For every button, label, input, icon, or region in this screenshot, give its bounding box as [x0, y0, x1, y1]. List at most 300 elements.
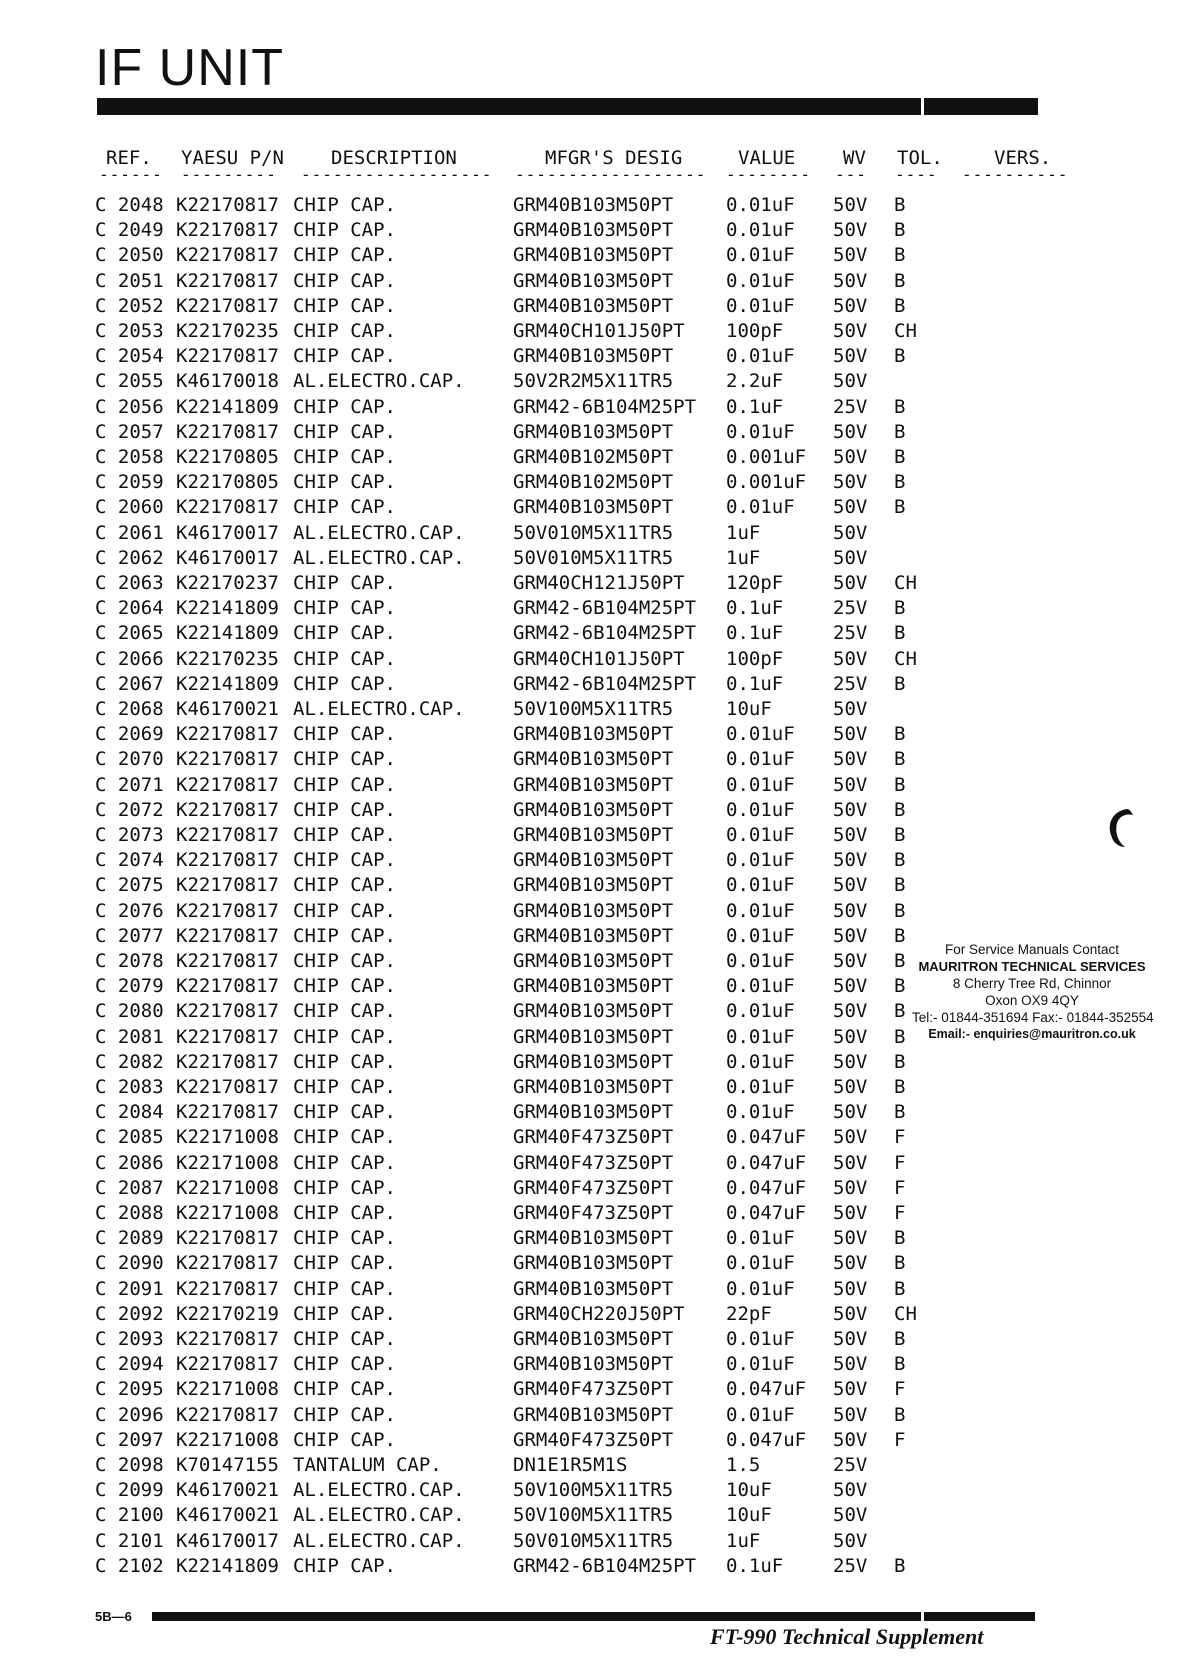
mfgr-desig-cell: GRM40B103M50PT: [513, 950, 674, 972]
description-cell: CHIP CAP.: [293, 1101, 396, 1124]
tol-cell: B: [894, 446, 906, 468]
wv-cell: 50V: [833, 1202, 868, 1224]
ref-cell: C 2090: [95, 1252, 164, 1275]
description-cell: CHIP CAP.: [293, 420, 396, 443]
mfgr-desig-cell: GRM40B103M50PT: [513, 1076, 674, 1098]
wv-cell: 50V: [833, 420, 868, 443]
mfgr-desig-cell: 50V010M5X11TR5: [513, 521, 674, 544]
ref-cell: C 2089: [95, 1227, 164, 1250]
tol-cell: B: [894, 672, 906, 695]
wv-cell: 25V: [833, 622, 868, 645]
description-cell: CHIP CAP.: [293, 320, 396, 342]
part-number-cell: K22170817: [176, 194, 279, 216]
part-number-cell: K22141809: [176, 1554, 279, 1577]
value-cell: 0.01uF: [726, 798, 795, 821]
part-number-cell: K22141809: [176, 622, 279, 645]
wv-cell: 50V: [833, 950, 868, 972]
part-number-cell: K22170235: [176, 647, 279, 670]
mfgr-desig-cell: 50V010M5X11TR5: [513, 546, 674, 569]
mfgr-desig-cell: GRM40B103M50PT: [513, 824, 674, 846]
wv-cell: 50V: [833, 899, 868, 922]
contact-town: Oxon OX9 4QY: [985, 993, 1079, 1008]
ref-cell: C 2095: [95, 1378, 164, 1401]
table-row: [0, 596, 1190, 621]
header-description-rule: ------------------: [301, 165, 493, 184]
ref-cell: C 2063: [95, 572, 164, 594]
mfgr-desig-cell: GRM40B103M50PT: [513, 748, 674, 771]
description-cell: CHIP CAP.: [293, 899, 396, 922]
tol-cell: B: [894, 1252, 906, 1275]
part-number-cell: K46170021: [176, 698, 279, 720]
description-cell: CHIP CAP.: [293, 1076, 396, 1098]
description-cell: CHIP CAP.: [293, 798, 396, 821]
part-number-cell: K22170805: [176, 471, 279, 494]
tol-cell: B: [894, 1227, 906, 1250]
description-cell: AL.ELECTRO.CAP.: [293, 1479, 465, 1502]
description-cell: CHIP CAP.: [293, 773, 396, 796]
description-cell: CHIP CAP.: [293, 1353, 396, 1376]
description-cell: AL.ELECTRO.CAP.: [293, 370, 465, 393]
part-number-cell: K22141809: [176, 672, 279, 695]
value-cell: 0.01uF: [726, 496, 795, 519]
ref-cell: C 2097: [95, 1428, 164, 1451]
part-number-cell: K22170817: [176, 1050, 279, 1073]
part-number-cell: K22170817: [176, 1101, 279, 1124]
part-number-cell: K22171008: [176, 1126, 279, 1149]
ref-cell: C 2051: [95, 269, 164, 292]
ref-cell: C 2094: [95, 1353, 164, 1376]
tol-cell: B: [894, 824, 906, 846]
value-cell: 0.01uF: [726, 1000, 795, 1023]
wv-cell: 50V: [833, 244, 868, 267]
wv-cell: 50V: [833, 1277, 868, 1300]
ref-cell: C 2096: [95, 1403, 164, 1426]
description-cell: CHIP CAP.: [293, 572, 396, 594]
value-cell: 0.047uF: [726, 1126, 807, 1149]
description-cell: CHIP CAP.: [293, 1252, 396, 1275]
part-number-cell: K22170817: [176, 1000, 279, 1023]
wv-cell: 50V: [833, 1504, 868, 1527]
tol-cell: B: [894, 1101, 906, 1124]
tol-cell: F: [894, 1428, 906, 1451]
description-cell: CHIP CAP.: [293, 975, 396, 998]
wv-cell: 25V: [833, 597, 868, 620]
description-cell: CHIP CAP.: [293, 1202, 396, 1224]
mfgr-desig-cell: GRM40B103M50PT: [513, 420, 674, 443]
tol-cell: B: [894, 597, 906, 620]
mfgr-desig-cell: GRM40B103M50PT: [513, 1101, 674, 1124]
header-mfgr: MFGR'S DESIG: [545, 147, 683, 169]
description-cell: AL.ELECTRO.CAP.: [293, 1529, 465, 1552]
value-cell: 0.047uF: [726, 1176, 807, 1199]
value-cell: 0.01uF: [726, 1403, 795, 1426]
wv-cell: 50V: [833, 1302, 868, 1325]
wv-cell: 50V: [833, 647, 868, 670]
description-cell: CHIP CAP.: [293, 269, 396, 292]
description-cell: CHIP CAP.: [293, 395, 396, 418]
mfgr-desig-cell: 50V100M5X11TR5: [513, 1479, 674, 1502]
value-cell: 0.1uF: [726, 672, 784, 695]
description-cell: CHIP CAP.: [293, 1176, 396, 1199]
table-row: [0, 1302, 1190, 1327]
part-number-cell: K46170017: [176, 1529, 279, 1552]
value-cell: 1uF: [726, 546, 761, 569]
description-cell: CHIP CAP.: [293, 1050, 396, 1073]
mfgr-desig-cell: GRM42-6B104M25PT: [513, 597, 697, 620]
ref-cell: C 2070: [95, 748, 164, 771]
table-row: [0, 369, 1190, 394]
part-number-cell: K22170817: [176, 1403, 279, 1426]
tol-cell: F: [894, 1151, 906, 1174]
table-row: [0, 621, 1190, 646]
wv-cell: 50V: [833, 345, 868, 368]
tol-cell: B: [894, 244, 906, 267]
ref-cell: C 2092: [95, 1302, 164, 1325]
wv-cell: 50V: [833, 773, 868, 796]
ref-cell: C 2076: [95, 899, 164, 922]
ref-cell: C 2098: [95, 1454, 164, 1476]
description-cell: CHIP CAP.: [293, 219, 396, 242]
description-cell: AL.ELECTRO.CAP.: [293, 1504, 465, 1527]
part-number-cell: K70147155: [176, 1454, 279, 1476]
header-tol: TOL.: [897, 147, 943, 169]
wv-cell: 50V: [833, 1126, 868, 1149]
ref-cell: C 2064: [95, 597, 164, 620]
tol-cell: B: [894, 1328, 906, 1350]
table-row: [0, 1377, 1190, 1402]
tol-cell: B: [894, 1000, 906, 1023]
ref-cell: C 2080: [95, 1000, 164, 1023]
part-number-cell: K22141809: [176, 597, 279, 620]
mfgr-desig-cell: GRM40B103M50PT: [513, 1025, 674, 1048]
value-cell: 0.01uF: [726, 975, 795, 998]
description-cell: CHIP CAP.: [293, 874, 396, 897]
table-row: [0, 193, 1190, 218]
value-cell: 0.01uF: [726, 1025, 795, 1048]
part-number-cell: K46170017: [176, 546, 279, 569]
description-cell: CHIP CAP.: [293, 1554, 396, 1577]
mfgr-desig-cell: 50V010M5X11TR5: [513, 1529, 674, 1552]
tol-cell: B: [894, 269, 906, 292]
value-cell: 0.1uF: [726, 1554, 784, 1577]
table-row: [0, 647, 1190, 672]
tol-cell: B: [894, 1403, 906, 1426]
value-cell: 10uF: [726, 698, 772, 720]
table-row: [0, 823, 1190, 848]
part-number-cell: K22170817: [176, 924, 279, 947]
table-row: [0, 1251, 1190, 1276]
wv-cell: 50V: [833, 849, 868, 872]
wv-cell: 50V: [833, 824, 868, 846]
ref-cell: C 2101: [95, 1529, 164, 1552]
part-number-cell: K22170817: [176, 1076, 279, 1098]
description-cell: CHIP CAP.: [293, 471, 396, 494]
footer-rule-notch: [921, 1610, 924, 1623]
description-cell: CHIP CAP.: [293, 950, 396, 972]
header-mfgr-rule: ------------------: [515, 165, 707, 184]
wv-cell: 50V: [833, 1529, 868, 1552]
footer-title: FT-990 Technical Supplement: [710, 1624, 984, 1649]
description-cell: CHIP CAP.: [293, 748, 396, 771]
table-row: [0, 470, 1190, 495]
value-cell: 120pF: [726, 572, 784, 594]
table-row: [0, 495, 1190, 520]
wv-cell: 50V: [833, 1050, 868, 1073]
tol-cell: B: [894, 1025, 906, 1048]
ref-cell: C 2062: [95, 546, 164, 569]
tol-cell: B: [894, 395, 906, 418]
mfgr-desig-cell: GRM40B103M50PT: [513, 1050, 674, 1073]
value-cell: 0.001uF: [726, 471, 807, 494]
wv-cell: 50V: [833, 1151, 868, 1174]
tol-cell: B: [894, 849, 906, 872]
part-number-cell: K22170817: [176, 849, 279, 872]
description-cell: CHIP CAP.: [293, 345, 396, 368]
table-row: [0, 521, 1190, 546]
wv-cell: 50V: [833, 446, 868, 468]
table-row: [0, 344, 1190, 369]
mfgr-desig-cell: GRM40B103M50PT: [513, 1227, 674, 1250]
value-cell: 0.01uF: [726, 219, 795, 242]
ref-cell: C 2053: [95, 320, 164, 342]
contact-phone: Tel:- 01844-351694 Fax:- 01844-352554: [912, 1010, 1154, 1025]
table-row: [0, 873, 1190, 898]
table-row: [0, 848, 1190, 873]
ref-cell: C 2050: [95, 244, 164, 267]
ref-cell: C 2083: [95, 1076, 164, 1098]
value-cell: 0.01uF: [726, 748, 795, 771]
part-number-cell: K22170817: [176, 294, 279, 317]
mfgr-desig-cell: GRM40B103M50PT: [513, 798, 674, 821]
header-value: VALUE: [738, 147, 796, 169]
ref-cell: C 2077: [95, 924, 164, 947]
part-number-cell: K22170817: [176, 950, 279, 972]
table-row: [0, 1125, 1190, 1150]
mfgr-desig-cell: GRM40B103M50PT: [513, 1000, 674, 1023]
description-cell: CHIP CAP.: [293, 849, 396, 872]
ref-cell: C 2049: [95, 219, 164, 242]
mfgr-desig-cell: GRM42-6B104M25PT: [513, 622, 697, 645]
wv-cell: 50V: [833, 1000, 868, 1023]
description-cell: CHIP CAP.: [293, 244, 396, 267]
wv-cell: 50V: [833, 1479, 868, 1502]
tol-cell: CH: [894, 1302, 917, 1325]
wv-cell: 50V: [833, 496, 868, 519]
tol-cell: B: [894, 950, 906, 972]
value-cell: 0.01uF: [726, 950, 795, 972]
part-number-cell: K46170021: [176, 1504, 279, 1527]
description-cell: CHIP CAP.: [293, 1403, 396, 1426]
description-cell: TANTALUM CAP.: [293, 1454, 442, 1476]
table-row: [0, 697, 1190, 722]
title-rule: [97, 98, 1038, 115]
table-row: [0, 672, 1190, 697]
part-number-cell: K22170817: [176, 748, 279, 771]
tol-cell: B: [894, 471, 906, 494]
wv-cell: 50V: [833, 874, 868, 897]
mfgr-desig-cell: GRM40B102M50PT: [513, 471, 674, 494]
table-row: [0, 1428, 1190, 1453]
part-number-cell: K22170817: [176, 244, 279, 267]
table-row: [0, 269, 1190, 294]
contact-line: For Service Manuals Contact: [944, 942, 1120, 957]
part-number-cell: K22170817: [176, 798, 279, 821]
value-cell: 0.01uF: [726, 1353, 795, 1376]
mfgr-desig-cell: GRM40B103M50PT: [513, 899, 674, 922]
table-row: [0, 571, 1190, 596]
table-row: [0, 1529, 1190, 1554]
description-cell: AL.ELECTRO.CAP.: [293, 698, 465, 720]
scan-blot-mark: [1103, 805, 1139, 851]
mfgr-desig-cell: GRM40F473Z50PT: [513, 1202, 674, 1224]
description-cell: CHIP CAP.: [293, 1302, 396, 1325]
table-row: [0, 1503, 1190, 1528]
tol-cell: B: [894, 924, 906, 947]
tol-cell: B: [894, 294, 906, 317]
ref-cell: C 2065: [95, 622, 164, 645]
tol-cell: B: [894, 1277, 906, 1300]
value-cell: 0.01uF: [726, 874, 795, 897]
part-number-cell: K46170018: [176, 370, 279, 393]
ref-cell: C 2100: [95, 1504, 164, 1527]
value-cell: 0.01uF: [726, 723, 795, 746]
tol-cell: B: [894, 899, 906, 922]
tol-cell: B: [894, 975, 906, 998]
page-title: IF UNIT: [95, 39, 284, 97]
footer-rule: [152, 1612, 1035, 1621]
contact-address: 8 Cherry Tree Rd, Chinnor: [952, 976, 1112, 991]
part-number-cell: K22171008: [176, 1202, 279, 1224]
table-row: [0, 1176, 1190, 1201]
table-row: [0, 747, 1190, 772]
ref-cell: C 2074: [95, 849, 164, 872]
table-row: [0, 1226, 1190, 1251]
wv-cell: 50V: [833, 546, 868, 569]
value-cell: 0.01uF: [726, 345, 795, 368]
ref-cell: C 2081: [95, 1025, 164, 1048]
table-row: [0, 420, 1190, 445]
table-row: [0, 445, 1190, 470]
tol-cell: CH: [894, 320, 917, 342]
header-wv-rule: ---: [835, 165, 867, 184]
tol-cell: B: [894, 1353, 906, 1376]
value-cell: 0.01uF: [726, 269, 795, 292]
wv-cell: 50V: [833, 1403, 868, 1426]
value-cell: 0.01uF: [726, 420, 795, 443]
mfgr-desig-cell: GRM40B103M50PT: [513, 294, 674, 317]
ref-cell: C 2056: [95, 395, 164, 418]
header-ref: REF.: [106, 147, 152, 169]
wv-cell: 50V: [833, 975, 868, 998]
mfgr-desig-cell: GRM40CH101J50PT: [513, 647, 685, 670]
header-pn-rule: ---------: [181, 165, 277, 184]
description-cell: CHIP CAP.: [293, 723, 396, 746]
ref-cell: C 2055: [95, 370, 164, 393]
value-cell: 0.01uF: [726, 824, 795, 846]
value-cell: 0.01uF: [726, 294, 795, 317]
wv-cell: 50V: [833, 1176, 868, 1199]
wv-cell: 50V: [833, 1252, 868, 1275]
wv-cell: 50V: [833, 471, 868, 494]
mfgr-desig-cell: GRM40B103M50PT: [513, 1403, 674, 1426]
table-row: [0, 1201, 1190, 1226]
wv-cell: 25V: [833, 1454, 868, 1476]
part-number-cell: K22170817: [176, 269, 279, 292]
value-cell: 1uF: [726, 521, 761, 544]
tol-cell: B: [894, 773, 906, 796]
wv-cell: 50V: [833, 572, 868, 594]
table-row: [0, 1151, 1190, 1176]
table-row: [0, 773, 1190, 798]
value-cell: 22pF: [726, 1302, 772, 1325]
part-number-cell: K22171008: [176, 1378, 279, 1401]
ref-cell: C 2073: [95, 824, 164, 846]
part-number-cell: K46170021: [176, 1479, 279, 1502]
tol-cell: CH: [894, 647, 917, 670]
tol-cell: B: [894, 622, 906, 645]
part-number-cell: K22170817: [176, 874, 279, 897]
contact-email: Email:- enquiries@mauritron.co.uk: [928, 1027, 1136, 1041]
value-cell: 0.01uF: [726, 899, 795, 922]
mfgr-desig-cell: GRM40F473Z50PT: [513, 1151, 674, 1174]
value-cell: 0.01uF: [726, 1050, 795, 1073]
value-cell: 0.047uF: [726, 1428, 807, 1451]
wv-cell: 50V: [833, 1025, 868, 1048]
wv-cell: 50V: [833, 194, 868, 216]
value-cell: 1.5: [726, 1454, 761, 1476]
value-cell: 1uF: [726, 1529, 761, 1552]
table-row: [0, 1453, 1190, 1478]
table-row: [0, 1050, 1190, 1075]
tol-cell: B: [894, 1554, 906, 1577]
tol-cell: B: [894, 874, 906, 897]
tol-cell: B: [894, 496, 906, 519]
ref-cell: C 2078: [95, 950, 164, 972]
description-cell: CHIP CAP.: [293, 294, 396, 317]
mfgr-desig-cell: GRM40F473Z50PT: [513, 1428, 674, 1451]
value-cell: 0.1uF: [726, 622, 784, 645]
description-cell: CHIP CAP.: [293, 1378, 396, 1401]
header-value-rule: --------: [726, 165, 812, 184]
header-wv: WV: [843, 147, 866, 169]
value-cell: 0.047uF: [726, 1151, 807, 1174]
part-number-cell: K22170817: [176, 975, 279, 998]
parts-table-body: [0, 193, 1190, 1593]
description-cell: CHIP CAP.: [293, 1025, 396, 1048]
table-row: [0, 1327, 1190, 1352]
tol-cell: B: [894, 1076, 906, 1098]
description-cell: CHIP CAP.: [293, 446, 396, 468]
part-number-cell: K22170817: [176, 899, 279, 922]
table-row: [0, 1478, 1190, 1503]
mfgr-desig-cell: GRM40B103M50PT: [513, 924, 674, 947]
wv-cell: 50V: [833, 748, 868, 771]
mfgr-desig-cell: DN1E1R5M1S: [513, 1454, 628, 1476]
service-contact-stamp: [912, 941, 1152, 1043]
wv-cell: 50V: [833, 294, 868, 317]
part-number-cell: K22171008: [176, 1151, 279, 1174]
mfgr-desig-cell: GRM40CH121J50PT: [513, 572, 685, 594]
part-number-cell: K22141809: [176, 395, 279, 418]
mfgr-desig-cell: GRM40B103M50PT: [513, 496, 674, 519]
mfgr-desig-cell: GRM42-6B104M25PT: [513, 1554, 697, 1577]
wv-cell: 50V: [833, 219, 868, 242]
value-cell: 0.01uF: [726, 1328, 795, 1350]
mfgr-desig-cell: GRM40B103M50PT: [513, 219, 674, 242]
table-row: [0, 1403, 1190, 1428]
part-number-cell: K22170817: [176, 1227, 279, 1250]
mfgr-desig-cell: GRM40B103M50PT: [513, 773, 674, 796]
